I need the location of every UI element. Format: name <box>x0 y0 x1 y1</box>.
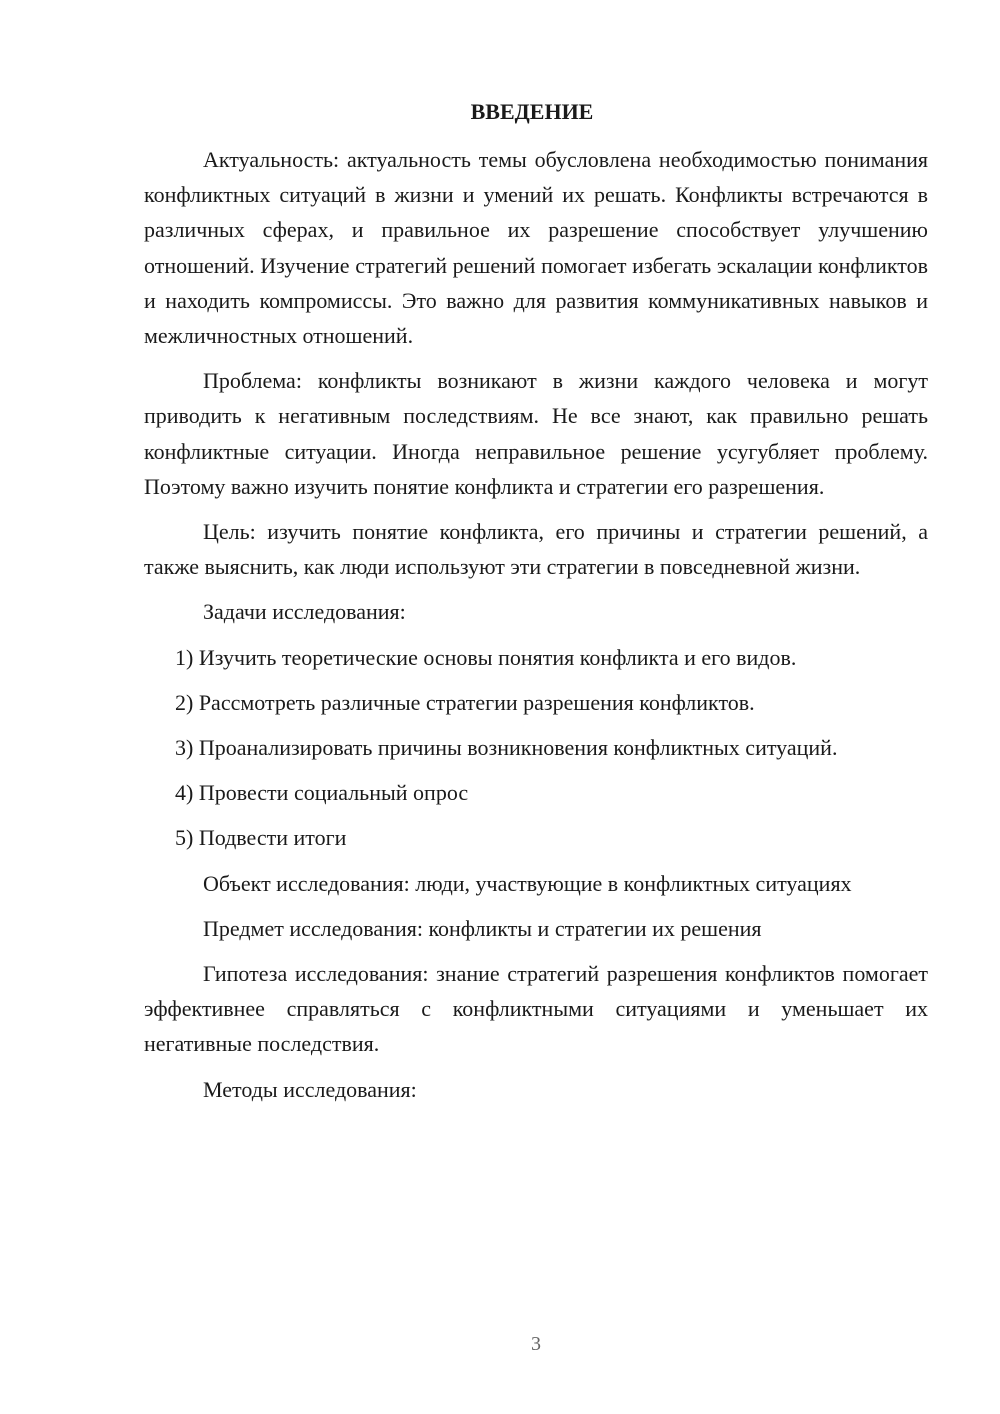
task-item-4: 4) Провести социальный опрос <box>175 780 469 806</box>
tasks-heading: Задачи исследования: <box>203 599 406 625</box>
subject-paragraph: Предмет исследования: конфликты и стратегии их решения <box>203 915 762 941</box>
page-number: 3 <box>531 1333 541 1355</box>
object-paragraph: Объект исследования: люди, участвующие в конфликтных ситуациях <box>203 870 852 896</box>
goal-paragraph: Цель: изучить понятие конфликта, его причины и стратегии решений, а также выяснить, как люди используют эти стратегии в повседневной жизни. <box>144 519 928 580</box>
relevance-paragraph: Актуальность: актуальность темы обусловлена необходимостью понимания конфликтных ситуаций в жизни и умений их решать. Конфликты встречаются в различных сферах, и правильное их разрешение способствует улучшению отношений. Изучение стратегий решений помогает избегать эскалации конфликтов и находить компромиссы. Это важно для развития коммуникативных навыков и межличностных отношений. <box>144 147 928 349</box>
task-item-1: 1) Изучить теоретические основы понятия конфликта и его видов. <box>175 644 797 670</box>
problem-paragraph: Проблема: конфликты возникают в жизни каждого человека и могут приводить к негативным последствиям. Не все знают, как правильно решать конфликтные ситуации. Иногда неправильное решение усугубляет проблему. Поэтому важно изучить понятие конфликта и стратегии его разрешения. <box>144 368 928 499</box>
methods-heading: Методы исследования: <box>203 1076 417 1102</box>
task-item-2: 2) Рассмотреть различные стратегии разрешения конфликтов. <box>175 689 755 715</box>
task-item-5: 5) Подвести итоги <box>175 825 347 851</box>
page-content <box>144 94 928 1117</box>
task-item-3: 3) Проанализировать причины возникновения конфликтных ситуаций. <box>175 735 838 761</box>
section-title: ВВЕДЕНИЕ <box>470 99 594 124</box>
hypothesis-paragraph: Гипотеза исследования: знание стратегий разрешения конфликтов помогает эффективнее справляться с конфликтными ситуациями и уменьшает их негативные последствия. <box>144 961 928 1057</box>
